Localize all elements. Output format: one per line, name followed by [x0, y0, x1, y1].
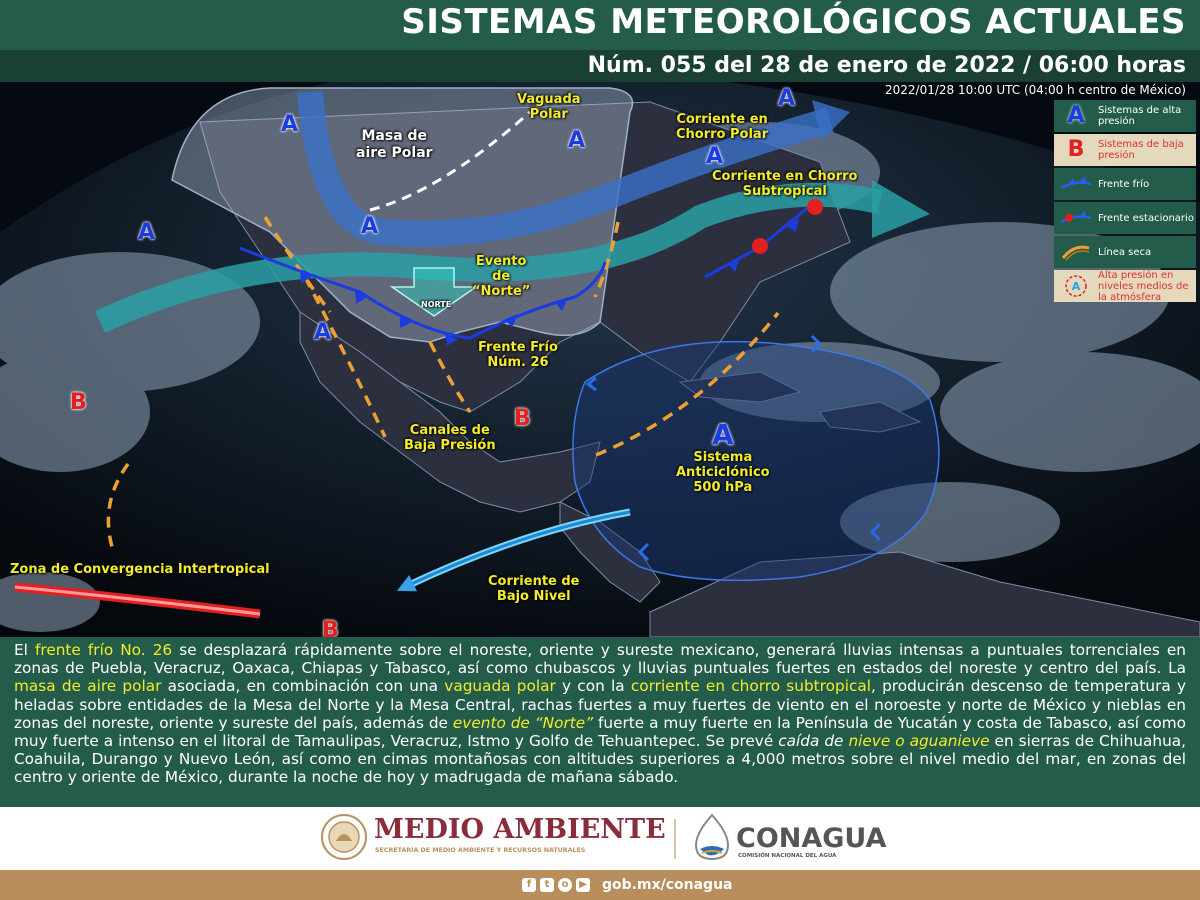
high-pressure-a4: A	[706, 144, 724, 169]
legend-text: Sistemas de alta presión	[1098, 105, 1182, 127]
label-norte-arrow: NORTE	[421, 300, 452, 309]
high-pressure-a3: A	[778, 86, 796, 111]
header-bar	[0, 0, 1200, 50]
low-pressure-icon: B	[1067, 137, 1085, 162]
cold-front-icon	[1058, 172, 1094, 196]
low-pressure-b2: B	[514, 406, 531, 431]
high-pressure-a6: A	[138, 220, 156, 245]
facebook-icon[interactable]: f	[522, 878, 536, 892]
highlight-chorro-subtropical: corriente en chorro subtropical	[630, 677, 871, 696]
legend-text: Frente estacionario	[1098, 212, 1194, 224]
forecast-text-panel	[0, 637, 1200, 807]
instagram-icon[interactable]: o	[558, 878, 572, 892]
highlight-evento-norte: evento de “Norte”	[452, 713, 594, 732]
legend-text: Línea seca	[1098, 246, 1152, 258]
label-canales-baja-presion: Canales de Baja Presión	[404, 423, 496, 453]
label-zona-convergencia: Zona de Convergencia Intertropical	[10, 562, 270, 577]
satellite-timestamp: 2022/01/28 10:00 UTC (04:00 h centro de México)	[885, 83, 1186, 97]
dry-line-icon	[1058, 240, 1094, 264]
legend-item-dry-line	[1054, 236, 1196, 268]
label-evento-norte: Evento de “Norte”	[472, 254, 531, 299]
medio-ambiente-logo-text: MEDIO AMBIENTE	[374, 814, 666, 845]
legend-item-cold-front	[1054, 168, 1196, 200]
highlight-masa-aire-polar: masa de aire polar	[14, 677, 162, 696]
medio-ambiente-subtitle: SECRETARÍA DE MEDIO AMBIENTE Y RECURSOS NATURALES	[375, 847, 586, 854]
legend-text: Alta presión en niveles medios de la atmósfera	[1098, 269, 1189, 303]
label-masa-aire-polar: Masa de aire Polar	[356, 128, 433, 161]
high-pressure-a1: A	[281, 112, 299, 137]
legend-item-upper-high	[1054, 270, 1196, 302]
high-pressure-a5: A	[361, 214, 379, 239]
highlight-vaguada-polar: vaguada polar	[444, 677, 556, 696]
footer-links	[522, 875, 732, 895]
legend-item-stationary-front	[1054, 202, 1196, 234]
weather-map	[0, 82, 1200, 637]
upper-high-pressure-icon	[1058, 274, 1094, 298]
low-pressure-b3: B	[322, 618, 339, 637]
label-sistema-anticiclonico: Sistema Anticiclónico 500 hPa	[676, 450, 770, 495]
conagua-subtitle: COMISIÓN NACIONAL DEL AGUA	[738, 853, 837, 859]
label-chorro-polar: Corriente en Chorro Polar	[676, 112, 769, 142]
website-link[interactable]: gob.mx/conagua	[602, 877, 733, 893]
highlight-frente-frio: frente frío No. 26	[34, 641, 173, 659]
label-vaguada-polar: Vaguada Polar	[517, 92, 581, 122]
logos-graphics	[0, 807, 1200, 870]
conagua-drop-icon	[696, 815, 728, 859]
high-pressure-a8: A	[712, 418, 734, 451]
youtube-icon[interactable]: ▶	[576, 878, 590, 892]
footer-bar	[0, 870, 1200, 900]
bulletin-number-date: Núm. 055 del 28 de enero de 2022 / 06:00 horas	[587, 53, 1186, 78]
high-pressure-icon: A	[1067, 103, 1085, 128]
label-corriente-bajo-nivel: Corriente de Bajo Nivel	[488, 574, 580, 604]
mexico-seal-icon	[322, 815, 366, 859]
svg-text:A: A	[1071, 280, 1081, 293]
high-pressure-a2: A	[568, 128, 586, 153]
high-pressure-a7: A	[314, 320, 332, 345]
map-legend	[1054, 100, 1196, 304]
stationary-front-icon	[1058, 206, 1094, 230]
logos-bar	[0, 807, 1200, 870]
bulletin-bar	[0, 50, 1200, 82]
map-graphics	[0, 82, 1200, 637]
low-pressure-b1: B	[70, 390, 87, 415]
legend-item-low-pressure	[1054, 134, 1196, 166]
forecast-paragraph: El frente frío No. 26 se desplazará rápidamente sobre el noreste, oriente y sureste mexicano, generará lluvias intensas a puntuales torrenciales en zonas de Puebla, Veracruz, Oaxaca, Chiapas y Tabasco, así como chubascos y lluvias puntuales fuertes en estados del noreste y centro del país. La masa de aire polar asociada, en combinación con una vaguada polar y con la corriente en chorro subtropical, producirán descenso de temperatura y heladas sobre entidades de la Mesa del Norte y la Mesa Central, rachas fuertes a muy fuertes de viento en el noroeste y norte de México y nieblas en zonas del noreste, oriente y sureste del país, además de evento de “Norte” fuerte a muy fuerte en la Península de Yucatán y costa de Tabasco, así como muy fuerte a intenso en el litoral de Tamaulipas, Veracruz, Istmo y Golfo de Tehuantepec. Se prevé caída de nieve o aguanieve en sierras de Chihuahua, Coahuila, Durango y Nuevo León, así como en cimas montañosas con altitudes superiores a 4,000 metros sobre el nivel medio del mar, en zonas del centro y oriente de México, durante la noche de hoy y madrugada de mañana sábado.	[14, 641, 1187, 787]
label-chorro-subtropical: Corriente en Chorro Subtropical	[712, 169, 858, 199]
legend-text: Sistemas de baja presión	[1098, 139, 1184, 161]
legend-item-high-pressure	[1054, 100, 1196, 132]
legend-text: Frente frío	[1098, 178, 1150, 190]
page-title: SISTEMAS METEOROLÓGICOS ACTUALES	[401, 2, 1186, 42]
label-frente-frio: Frente Frío Núm. 26	[478, 340, 558, 370]
highlight-nieve: nieve o aguanieve	[848, 732, 990, 751]
twitter-icon[interactable]: t	[540, 878, 554, 892]
conagua-logo-text: CONAGUA	[736, 823, 887, 854]
